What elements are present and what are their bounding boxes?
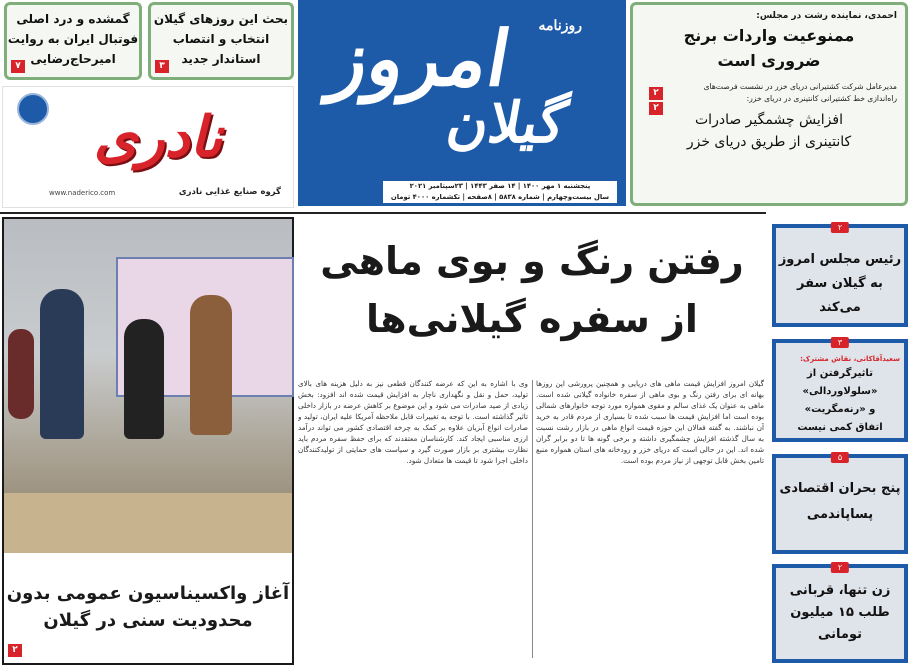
issue-date-line: پنجشنبه ۱ مهر ۱۴۰۰ | ۱۴ صفر ۱۴۴۳ | ۲۳سپتامبر ۲۰۲۱ bbox=[409, 182, 591, 190]
sidebar-page-ribbon: ۳ bbox=[831, 337, 849, 348]
teaser-box-football[interactable] bbox=[4, 2, 142, 80]
sidebar-card-parliament[interactable] bbox=[772, 224, 908, 327]
sidebar-card-painter[interactable] bbox=[772, 339, 908, 442]
photo-caption-line1: آغاز واکسیناسیون عمومی بدون bbox=[6, 583, 290, 604]
top-right-news-box[interactable] bbox=[630, 2, 908, 206]
sidebar-page-ribbon: ۲ bbox=[831, 562, 849, 573]
article-column-left: وی با اشاره به این که عرضه کنندگان قطعی نیز به دلیل هزینه های بالای تولید، حمل و نقل و نگهداری ناچار به افزایش قیمت شده اند افزود: بخش زیادی از صید صادرات می شود و این موضوع بر کاهش عرضه در بازار داخلی تاثیر گذاشته است. با توجه به تغییرات قابل ملاحظه آمریکا علیه ایران، تولید و صادرات انواع آبزیان علاوه بر کمک به چرخه اقتصادی کشور می تواند درآمد ارزی مناسبی ایجاد کند. کارشناسان معتقدند که برای حفظ سفره مردم باید نظارت بیشتری بر بازار صورت گیرد و سیاست های حمایتی از تولیدکنندگان داخلی اجرا شود تا قیمت ها متعادل شود. bbox=[298, 379, 528, 465]
rice-story-headline: ممنوعیت واردات برنج ضروری است bbox=[683, 26, 855, 70]
shipping-story-headline: افزایش چشمگیر صادرات کانتینری از طریق دریای خزر bbox=[686, 112, 852, 150]
page-number-badge: ۲ bbox=[649, 102, 663, 115]
person-figure bbox=[40, 289, 84, 439]
teaser-box-governor[interactable] bbox=[148, 2, 294, 80]
naderi-caption: گروه صنایع غذایی نادری bbox=[178, 187, 281, 197]
sidebar-lead: سعیدآقاکانی، نقاش مشترک: bbox=[800, 355, 900, 363]
main-headline-line2: از سفره گیلانی‌ها bbox=[366, 297, 698, 341]
person-figure bbox=[124, 319, 164, 439]
page-number-badge: ۲ bbox=[8, 644, 22, 657]
naderi-logo: نادری bbox=[93, 104, 223, 170]
masthead-issue-info bbox=[382, 180, 618, 204]
naderi-url: www.naderico.com bbox=[49, 189, 116, 197]
sidebar-headline: تاثیرگرفتن از «سلولاوردالی» و «رنه‌مگریت» اتفاق کمی نیست bbox=[797, 368, 883, 433]
article-column-right: گیلان امروز افزایش قیمت ماهی های دریایی و همچنین پرورشی این روزها بهانه ای برای رفتن رنگ و بوی ماهی از سفره خانواده گیلانی شده است. ماهی به عنوان یک غذای سالم و مقوی همواره مورد توجه خانوارهای شمالی بوده است اما افزایش قیمت ها سبب شده تا بسیاری از مردم قادر به خرید آن نباشند. به گفته فعالان این حوزه قیمت انواع ماهی در بازار رشت نسبت به سال گذشته افزایش چشمگیری داشته و برخی گونه ها تا دو برابر گران شده اند. این در حالی است که دریای خزر و رودخانه های استان همواره منبع تامین بخش قابل توجهی از نیاز مردم بوده است. bbox=[536, 379, 764, 465]
page-number-badge: ۲ bbox=[649, 87, 663, 100]
masthead-title-gilan: گیلان bbox=[442, 90, 572, 156]
page-number-badge: ۷ bbox=[11, 60, 25, 73]
sidebar-headline: پنج بحران اقتصادی پساپاندمی bbox=[779, 481, 901, 522]
teaser-football-text: گمشده و درد اصلی فوتبال ایران به روایت امیرحاج‌رضایی bbox=[7, 12, 139, 66]
person-figure bbox=[8, 329, 34, 419]
teaser-governor-text: بحث این روزهای گیلان انتخاب و انتصاب استاندار جدید bbox=[153, 12, 289, 66]
main-headline-line1: رفتن رنگ و بوی ماهی bbox=[320, 239, 744, 283]
sidebar-headline: رئیس مجلس امروز به گیلان سفر می‌کند bbox=[778, 252, 902, 315]
photo-caption-line2: محدودیت سنی در گیلان bbox=[43, 610, 253, 631]
sidebar-card-woman[interactable] bbox=[772, 564, 908, 663]
column-divider bbox=[532, 380, 533, 658]
vaccination-photo[interactable] bbox=[2, 217, 294, 665]
masthead bbox=[298, 0, 626, 206]
rice-story-lead: احمدی، نماینده رشت در مجلس: bbox=[756, 11, 897, 21]
page-number-badge: ۳ bbox=[155, 60, 169, 73]
masthead-small-label: روزنامه bbox=[538, 18, 582, 34]
top-divider bbox=[0, 212, 766, 214]
photo-floor bbox=[4, 493, 292, 553]
issue-number-line: سال بیست‌وچهارم | شماره ۵۸۳۸ | ۸صفحه | تکشماره ۴۰۰۰ تومان bbox=[390, 193, 610, 201]
photo-caption-panel bbox=[4, 553, 292, 663]
sidebar-headline: زن تنها، قربانی طلب ۱۵ میلیون تومانی bbox=[789, 583, 891, 642]
main-headline[interactable] bbox=[300, 232, 764, 362]
naderi-advertisement[interactable] bbox=[2, 86, 294, 208]
sidebar-page-ribbon: ۲ bbox=[831, 222, 849, 233]
person-figure bbox=[190, 295, 232, 435]
sidebar-card-economy[interactable] bbox=[772, 454, 908, 554]
masthead-title-emrooz: امروز bbox=[324, 14, 518, 103]
sidebar-page-ribbon: ۵ bbox=[831, 452, 849, 463]
shipping-story-lead: مدیرعامل شرکت کشتیرانی دریای خزر در نشست فرصت‌های راه‌اندازی خط کشتیرانی کانتینری در دریای خزر: bbox=[703, 82, 897, 103]
